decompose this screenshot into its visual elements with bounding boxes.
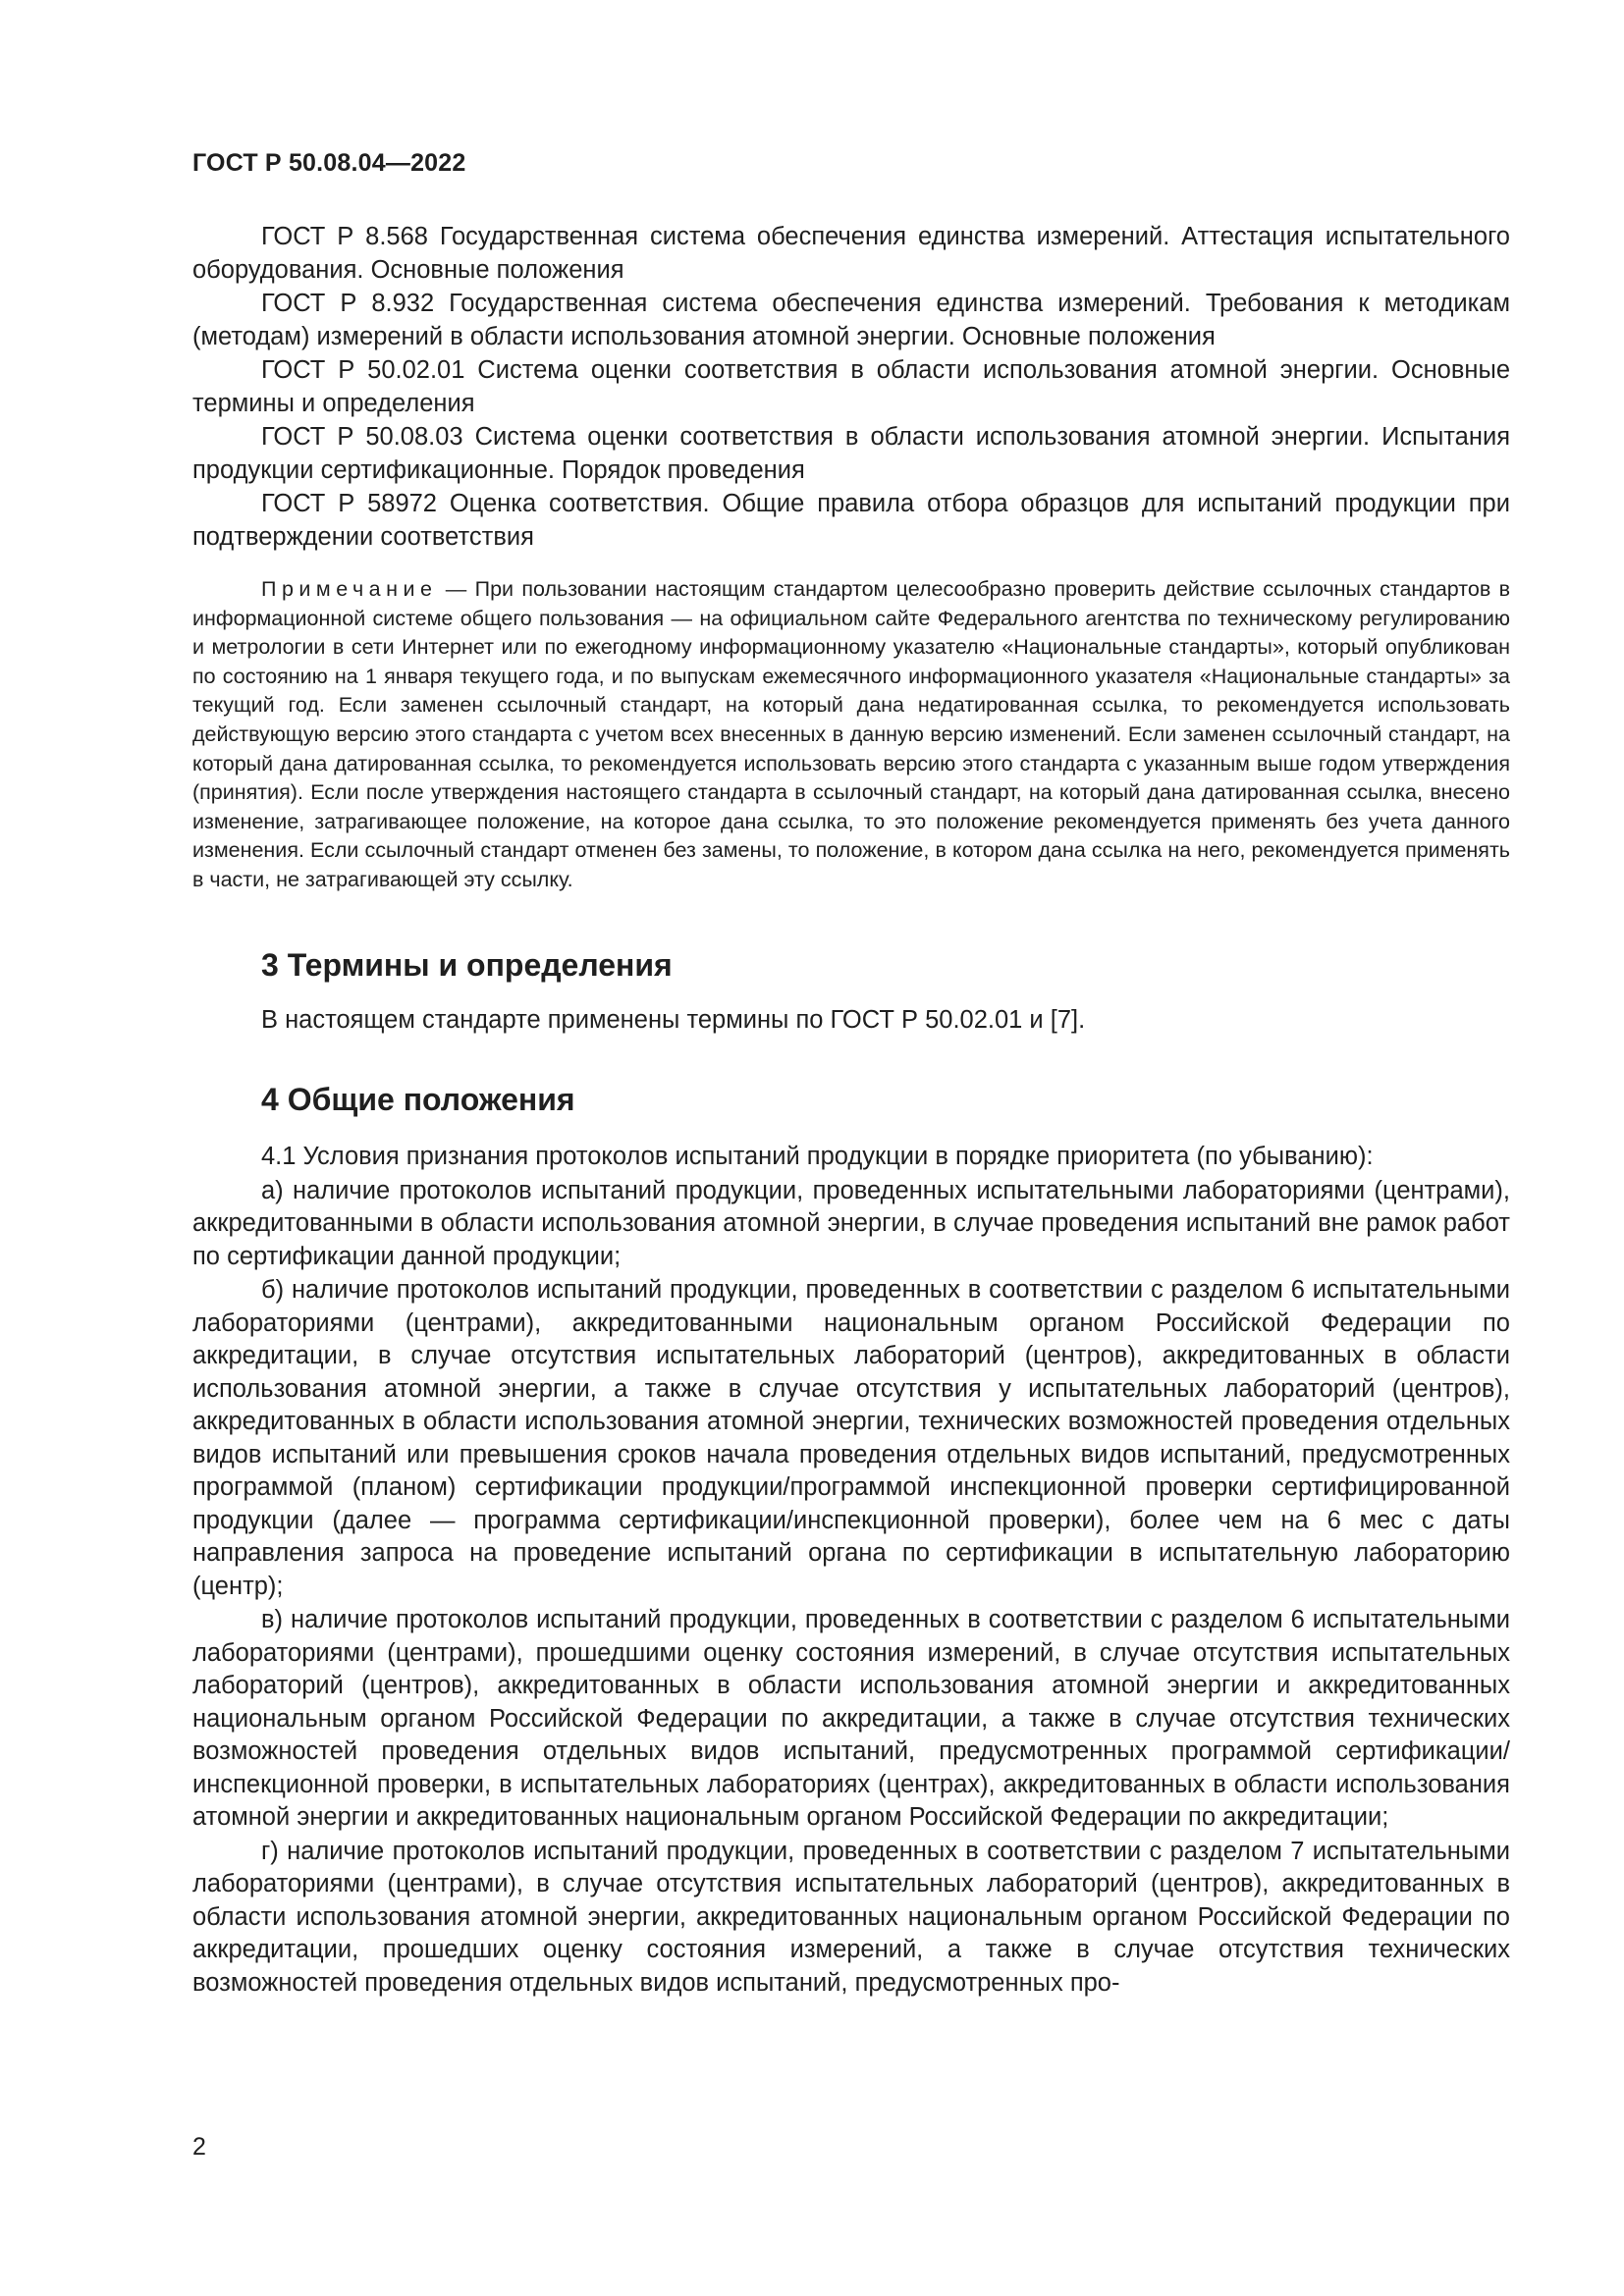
- section-4-paragraph: б) наличие протоколов испытаний продукции, проведенных в соответствии с разделом 6 испытательными лабораториями (центрами), аккредитованными национальным органом Российской Федерации по аккредитации, в случае отсутствия испытательных лабораторий (центров), аккредитованных в области использования атомной энергии, а также в случае отсутствия у испытательных лабораторий (центров), аккредитованных в области использования атомной энергии, технических возможностей проведения отдельных видов испытаний или превышения сроков начала проведения отдельных видов испытаний, предусмотренных программой (планом) сертификации продукции/программой инспекционной проверки сертифицированной продукции (далее — программа сертификации/инспекционной проверки), более чем на 6 мес с даты направления запроса на проведение испытаний органа по сертификации в испытательную лабораторию (центр);: [192, 1276, 1510, 1600]
- normative-references-list: [192, 221, 1510, 554]
- reference-item: ГОСТ Р 8.932 Государственная система обеспечения единства измерений. Требования к методикам (методам) измерений в области использования атомной энергии. Основные положения: [192, 290, 1510, 350]
- section-4-body: [192, 1141, 1510, 2000]
- reference-item: ГОСТ Р 58972 Оценка соответствия. Общие правила отбора образцов для испытаний продукции при подтверждении соответствия: [192, 490, 1510, 551]
- page-content: [192, 221, 1510, 2001]
- references-note: [192, 575, 1510, 895]
- section-3-text: В настоящем стандарте применены термины по ГОСТ Р 50.02.01 и [7].: [261, 1005, 1086, 1034]
- section-4-paragraph: 4.1 Условия признания протоколов испытаний продукции в порядке приоритета (по убыванию):: [261, 1143, 1374, 1171]
- note-text: — При пользовании настоящим стандартом целесообразно проверить действие ссылочных стандартов в информационной системе общего пользования — на официальном сайте Федерального агентства по техническому регулированию и метрологии в сети Интернет или по ежегодному информационному указателю «Национальные стандарты», который опубликован по состоянию на 1 января текущего года, и по выпускам ежемесячного информационного указателя «Национальные стандарты» за текущий год. Если заменен ссылочный стандарт, на который дана недатированная ссылка, то рекомендуется использовать действующую версию этого стандарта с учетом всех внесенных в данную версию изменений. Если заменен ссылочный стандарт, на который дана датированная ссылка, то рекомендуется использовать версию этого стандарта с указанным выше годом утверждения (принятия). Если после утверждения настоящего стандарта в ссылочный стандарт, на который дана датированная ссылка, внесено изменение, затрагивающее положение, на которое дана ссылка, то это положение рекомендуется применять без учета данного изменения. Если ссылочный стандарт отменен без замены, то положение, в котором дана ссылка на него, рекомендуется применять в части, не затрагивающей эту ссылку.: [192, 577, 1510, 891]
- document-header: ГОСТ Р 50.08.04—2022: [192, 149, 466, 177]
- reference-item: ГОСТ Р 50.08.03 Система оценки соответствия в области использования атомной энергии. Испытания продукции сертификационные. Порядок проведения: [192, 423, 1510, 484]
- reference-item: ГОСТ Р 8.568 Государственная система обеспечения единства измерений. Аттестация испытательного оборудования. Основные положения: [192, 223, 1510, 284]
- note-label: Примечание: [261, 577, 438, 601]
- section-4-paragraph: а) наличие протоколов испытаний продукции, проведенных испытательными лабораториями (центрами), аккредитованными в области использования атомной энергии, в случае проведения испытаний вне рамок работ по сертификации данной продукции;: [192, 1176, 1510, 1270]
- section-4-paragraph: в) наличие протоколов испытаний продукции, проведенных в соответствии с разделом 6 испытательными лабораториями (центрами), прошедшими оценку состояния измерений, в случае отсутствия испытательных лабораторий (центров), аккредитованных в области использования атомной энергии и аккредитованных национальным органом Российской Федерации по аккредитации, а также в случае отсутствия технических возможностей проведения отдельных видов испытаний, предусмотренных программой сертификации/инспекционной проверки, в испытательных лабораториях (центрах), аккредитованных в области использования атомной энергии и аккредитованных национальным органом Российской Федерации по аккредитации;: [192, 1606, 1510, 1832]
- section-4-paragraph: г) наличие протоколов испытаний продукции, проведенных в соответствии с разделом 7 испытательными лабораториями (центрами), в случае отсутствия испытательных лабораторий (центров), аккредитованных в области использования атомной энергии, аккредитованных национальным органом Российской Федерации по аккредитации, прошедших оценку состояния измерений, а также в случае отсутствия технических возможностей проведения отдельных видов испытаний, предусмотренных про-: [192, 1837, 1510, 1997]
- page-number: 2: [192, 2133, 206, 2161]
- reference-item: ГОСТ Р 50.02.01 Система оценки соответствия в области использования атомной энергии. Основные термины и определения: [192, 356, 1510, 417]
- section-4-title: 4 Общие положения: [261, 1082, 575, 1118]
- section-3-title: 3 Термины и определения: [261, 946, 673, 983]
